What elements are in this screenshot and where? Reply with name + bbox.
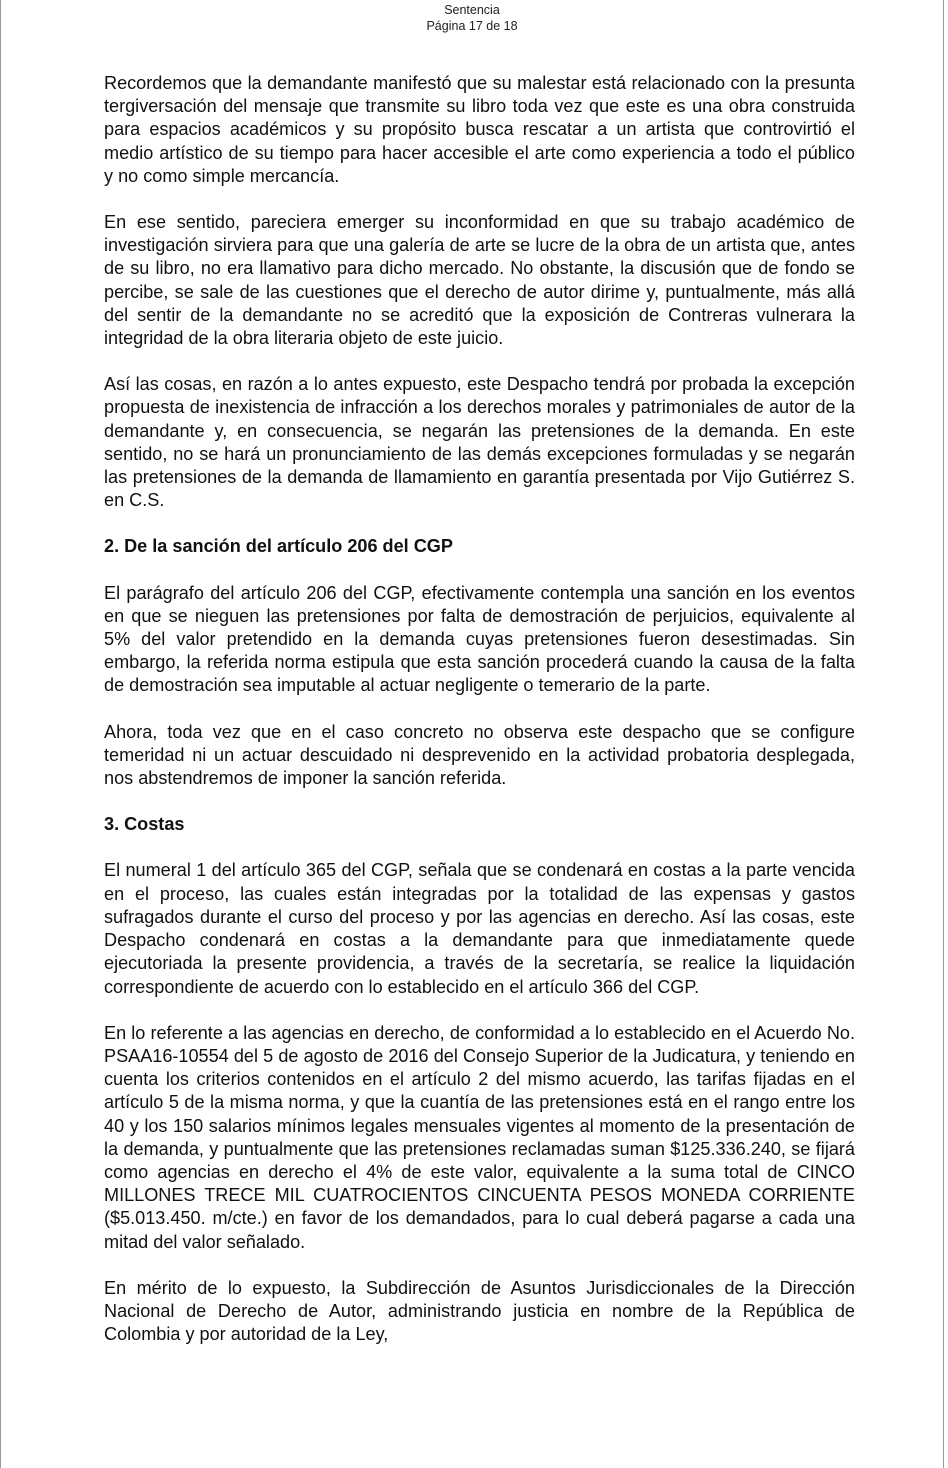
header-title: Sentencia [444, 3, 500, 17]
paragraph: En ese sentido, pareciera emerger su inconformidad en que su trabajo académico de investigación sirviera para que una galería de arte se lucre de la obra de un artista que, antes de su libro, no era llamativo para dicho mercado. No obstante, la discusión que de fondo se percibe, se sale de las cuestiones que el derecho de autor dirime y, puntualmente, más allá del sentir de la demandante no se acreditó que la exposición de Contreras vulnerara la integridad de la obra literaria objeto de este juicio. [104, 212, 855, 349]
paragraph: El numeral 1 del artículo 365 del CGP, señala que se condenará en costas a la parte vencida en el proceso, las cuales están integradas por la totalidad de las expensas y gastos sufragados durante el curso del proceso y por las agencias en derecho. Así las cosas, este Despacho condenará en costas a la demandante para que inmediatamente quede ejecutoriada la presente providencia, a través de la secretaría, se realice la liquidación correspondiente de acuerdo con lo establecido en el artículo 366 del CGP. [104, 860, 855, 997]
paragraph: Así las cosas, en razón a lo antes expuesto, este Despacho tendrá por probada la excepción propuesta de inexistencia de infracción a los derechos morales y patrimoniales de autor de la demandante y, en consecuencia, se negarán las pretensiones de la demanda. En este sentido, no se hará un pronunciamiento de las demás excepciones formuladas y se negarán las pretensiones de la demanda de llamamiento en garantía presentada por Vijo Gutiérrez S. en C.S. [104, 374, 855, 511]
paragraph: En mérito de lo expuesto, la Subdirección de Asuntos Jurisdiccionales de la Dirección Nacional de Derecho de Autor, administrando justicia en nombre de la República de Colombia y por autoridad de la Ley, [104, 1277, 855, 1345]
paragraph: Ahora, toda vez que en el caso concreto no observa este despacho que se configure temeridad ni un actuar descuidado ni desprevenido en la actividad probatoria desplegada, nos abstendremos de imponer la sanción referida. [104, 721, 855, 789]
paragraph: El parágrafo del artículo 206 del CGP, efectivamente contempla una sanción en los eventos en que se nieguen las pretensiones por falta de demostración de perjuicios, equivalente al 5% del valor pretendido en la demanda cuyas pretensiones fueron desestimadas. Sin embargo, la referida norma estipula que esta sanción procederá cuando la causa de la falta de demostración sea imputable al actuar negligente o temerario de la parte. [104, 582, 855, 696]
page-header [1, 2, 943, 34]
document-body [104, 72, 855, 1369]
paragraph: En lo referente a las agencias en derecho, de conformidad a lo establecido en el Acuerdo No. PSAA16-10554 del 5 de agosto de 2016 del Consejo Superior de la Judicatura, y teniendo en cuenta los criterios contenidos en el artículo 2 del mismo acuerdo, las tarifas fijadas en el artículo 5 de la misma norma, y que la cuantía de las pretensiones está en el rango entre los 40 y los 150 salarios mínimos legales mensuales vigentes al momento de la presentación de la demanda, y puntualmente que las pretensiones reclamadas suman $125.336.240, se fijará como agencias en derecho el 4% de este valor, equivalente a la suma total de CINCO MILLONES TRECE MIL CUATROCIENTOS CINCUENTA PESOS MONEDA CORRIENTE ($5.013.450. m/cte.) en favor de los demandados, para lo cual deberá pagarse a cada una mitad del valor señalado. [104, 1022, 855, 1252]
header-page-number: Página 17 de 18 [426, 19, 518, 33]
section-heading: 3. Costas [104, 814, 185, 835]
section-heading: 2. De la sanción del artículo 206 del CGP [104, 536, 453, 557]
paragraph: Recordemos que la demandante manifestó que su malestar está relacionado con la presunta tergiversación del mensaje que transmite su libro toda vez que este es una obra construida para espacios académicos y su propósito busca rescatar a un artista que controvirtió el medio artístico de su tiempo para hacer accesible el arte como experiencia a todo el público y no como simple mercancía. [104, 73, 855, 186]
